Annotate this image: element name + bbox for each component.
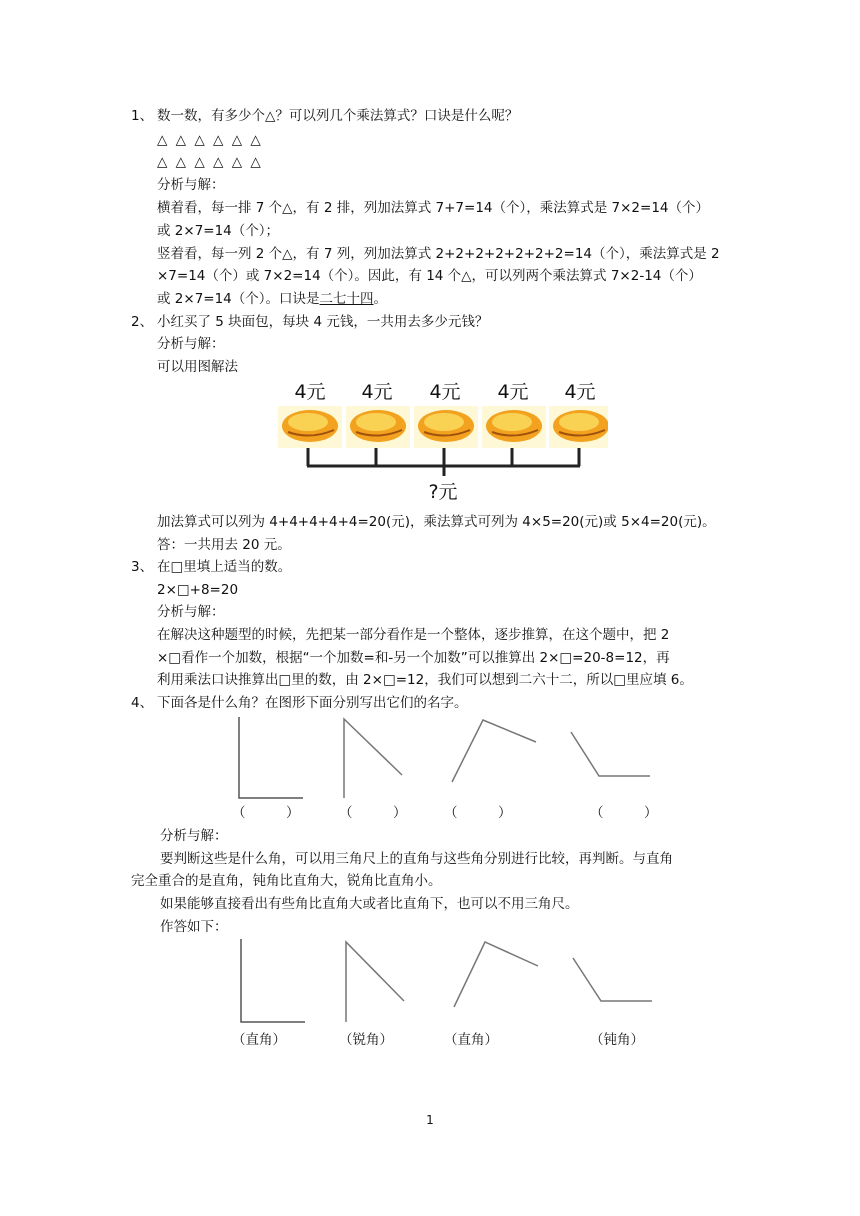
price-label-4: 4元: [497, 381, 529, 403]
q2-text-line-1: 加法算式可以列为 4+4+4+4+4=20(元)，乘法算式可列为 4×5=20(元)或 5×4=20(元)。: [157, 514, 716, 530]
bread-icon: [414, 406, 478, 448]
q1-triangle-row-2: △ △ △ △ △ △: [157, 154, 263, 170]
angle-right-answer-1: [241, 939, 305, 1022]
price-label-2: 4元: [361, 381, 393, 403]
q1-triangle-row-1: △ △ △ △ △ △: [157, 132, 263, 148]
q3-number: 3、: [131, 559, 154, 575]
q2-answer: 答：一共用去 20 元。: [157, 537, 291, 553]
q1-text-line-1: 横着看，每一排 7 个△，有 2 排，列加法算式 7+7=14（个），乘法算式是 7×2=14（个）: [157, 200, 710, 216]
angle-answer-2: （锐角）: [339, 1032, 393, 1048]
q3-text-line-2: ×□看作一个加数，根据“一个加数=和-另一个加数”可以推算出 2×□=20-8=12，再: [157, 650, 670, 666]
bread-icon: [346, 406, 410, 448]
angle-right-2: [452, 720, 536, 782]
q2-number: 2、: [131, 314, 154, 330]
q4-question: 下面各是什么角？在图形下面分别写出它们的名字。: [157, 695, 468, 711]
angle-figures-answers: [232, 934, 662, 1026]
q4-analysis-label: 分析与解：: [160, 828, 228, 844]
q4-text-line-3: 如果能够直接看出有些角比直角大或者比直角下，也可以不用三角尺。: [160, 896, 579, 912]
q1-number: 1、: [131, 108, 154, 124]
bread-diagram: [278, 380, 608, 505]
q1-question: 数一数，有多少个△？可以列几个乘法算式？口诀是什么呢？: [157, 108, 519, 124]
q3-equation: 2×□+8=20: [157, 582, 239, 598]
bread-bracket-figure: [278, 404, 608, 480]
q4-text-line-1: 要判断这些是什么角，可以用三角尺上的直角与这些角分别进行比较，再判断。与直角: [160, 851, 673, 867]
q1-formula: 二七十四: [319, 291, 374, 307]
angle-answer-4: （钝角）: [590, 1032, 644, 1048]
q4-number: 4、: [131, 695, 154, 711]
total-price-label: ?元: [428, 481, 458, 503]
angle-blank-4[interactable]: （ ）: [590, 805, 658, 821]
price-label-1: 4元: [294, 381, 326, 403]
angle-obtuse-answer: [573, 958, 652, 1001]
angle-figures-questions: [230, 712, 660, 804]
q3-analysis-label: 分析与解：: [157, 604, 225, 620]
angle-acute-answer: [346, 942, 404, 1022]
q1-analysis-label: 分析与解：: [157, 177, 225, 193]
angle-answer-1: （直角）: [232, 1032, 286, 1048]
angle-blank-3[interactable]: （ ）: [444, 805, 512, 821]
q1-text-line-2: 或 2×7=14（个）；: [157, 223, 280, 239]
q2-method: 可以用图解法: [157, 359, 238, 375]
q4-text-line-2: 完全重合的是直角，钝角比直角大，锐角比直角小。: [131, 873, 442, 889]
q1-text-line-3: 竖着看，每一列 2 个△，有 7 列，列加法算式 2+2+2+2+2+2+2=14（个），乘法算式是 2: [157, 246, 720, 262]
angle-blank-2[interactable]: （ ）: [339, 805, 407, 821]
q3-question: 在□里填上适当的数。: [157, 559, 292, 575]
q3-text-line-1: 在解决这种题型的时候，先把某一部分看作是一个整体，逐步推算，在这个题中，把 2: [157, 627, 670, 643]
q4-answer-label: 作答如下：: [160, 919, 228, 935]
bread-icon: [549, 406, 608, 448]
price-label-5: 4元: [564, 381, 596, 403]
bread-icon: [278, 406, 342, 448]
q1-line5-prefix: 或 2×7=14（个）。口诀是: [157, 291, 320, 307]
bread-icon: [482, 406, 546, 448]
q2-question: 小红买了 5 块面包，每块 4 元钱，一共用去多少元钱？: [157, 314, 489, 330]
angle-right-1: [239, 717, 303, 798]
q1-line5-suffix: 。: [373, 291, 388, 307]
angle-right-answer-2: [454, 942, 538, 1007]
angle-answer-3: （直角）: [444, 1032, 498, 1048]
page-number: 1: [426, 1113, 434, 1127]
q2-analysis-label: 分析与解：: [157, 336, 225, 352]
angle-acute-1: [344, 719, 402, 798]
q3-text-line-3: 利用乘法口诀推算出□里的数，由 2×□=12，我们可以想到二六十二，所以□里应填 6。: [157, 672, 693, 688]
q1-text-line-5: [157, 289, 387, 309]
price-label-3: 4元: [429, 381, 461, 403]
angle-obtuse-1: [571, 732, 650, 776]
total-bracket: [307, 448, 580, 476]
q1-text-line-4: ×7=14（个）或 7×2=14（个）。因此，有 14 个△，可以列两个乘法算式 7×2-14（个）: [157, 268, 702, 284]
angle-blank-1[interactable]: （ ）: [232, 805, 300, 821]
